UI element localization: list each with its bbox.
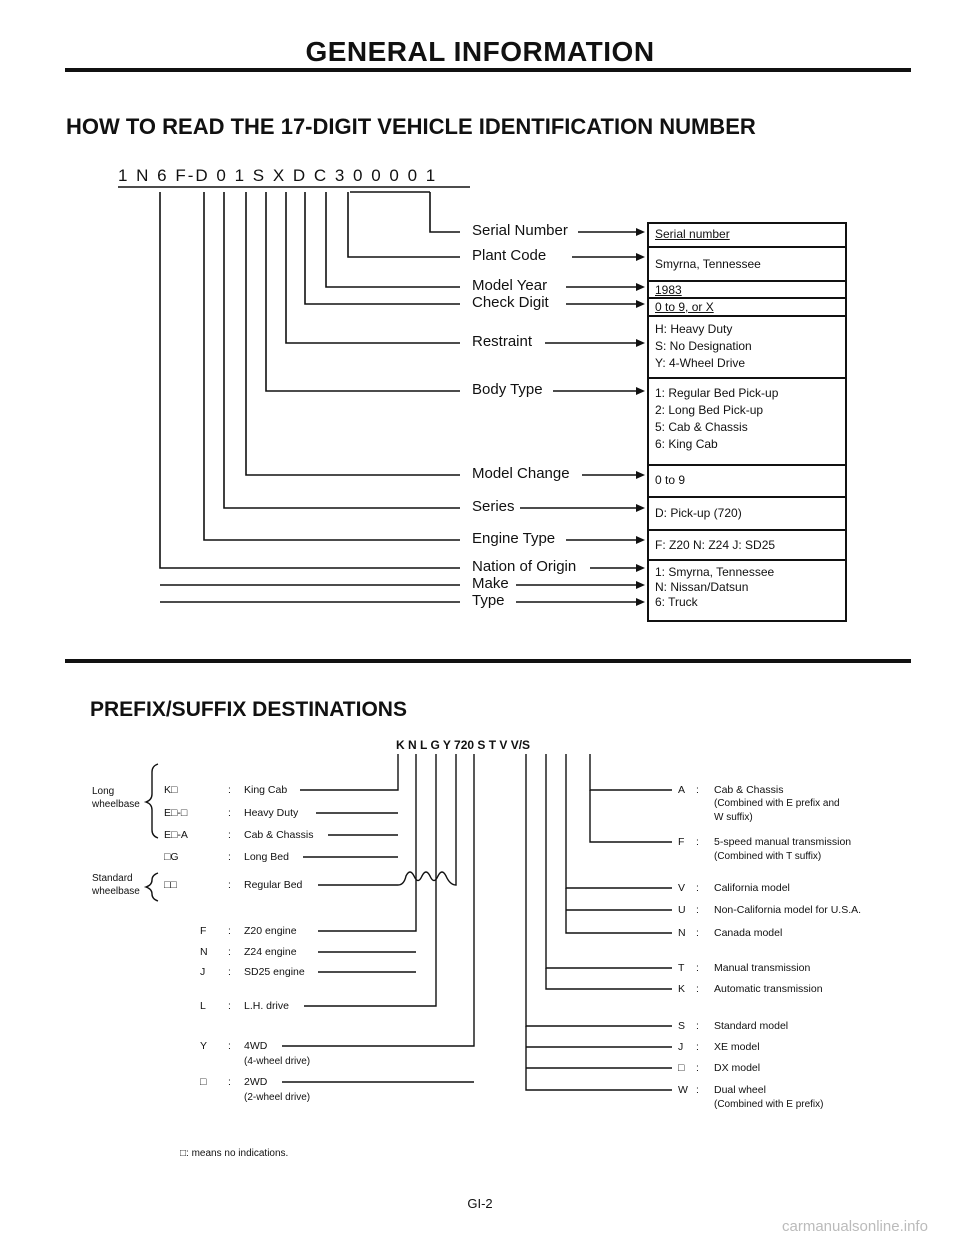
colon: : xyxy=(696,904,699,916)
value-line: Serial number xyxy=(655,227,730,241)
suffix-text-5-speed: 5-speed manual transmission xyxy=(714,836,852,848)
suffix-code-non-california: U xyxy=(678,904,686,916)
colon: : xyxy=(696,927,699,939)
prefix-text-z24: Z24 engine xyxy=(244,946,297,958)
colon: : xyxy=(228,851,231,863)
vin-section-title: HOW TO READ THE 17-DIGIT VEHICLE IDENTIFICATION NUMBER xyxy=(66,114,756,139)
suffix-code-xe: J xyxy=(678,1041,684,1053)
colon: : xyxy=(228,1000,231,1012)
suffix-sub2-cab-chassis: W suffix) xyxy=(714,812,753,823)
prefix-sub-4wd: (4-wheel drive) xyxy=(244,1056,311,1067)
suffix-text-manual: Manual transmission xyxy=(714,962,811,974)
value-line: F: Z20 N: Z24 J: SD25 xyxy=(655,538,776,552)
value-line: 2: Long Bed Pick-up xyxy=(655,403,764,417)
colon: : xyxy=(696,836,699,848)
prefix-code-z20: F xyxy=(200,925,207,937)
prefix-code-long-bed: □G xyxy=(164,851,179,863)
vin-label-make: Make xyxy=(472,575,509,592)
suffix-code-automatic: K xyxy=(678,983,686,995)
colon: : xyxy=(696,1041,699,1053)
suffix-text-cab-chassis: Cab & Chassis xyxy=(714,784,784,796)
suffix-text-dx: DX model xyxy=(714,1062,761,1074)
prefix-code: K N L G Y 720 S T V V/S xyxy=(396,738,531,752)
prefix-section-title: PREFIX/SUFFIX DESTINATIONS xyxy=(90,698,407,721)
suffix-code-standard: S xyxy=(678,1020,686,1032)
value-line: 1: Smyrna, Tennessee xyxy=(655,565,775,579)
value-line: Smyrna, Tennessee xyxy=(655,257,761,271)
colon: : xyxy=(228,1076,231,1088)
suffix-code-5-speed: F xyxy=(678,836,685,848)
suffix-text-dual-wheel: Dual wheel xyxy=(714,1084,766,1096)
footnote: □: means no indications. xyxy=(180,1148,289,1159)
suffix-sub-5-speed: (Combined with T suffix) xyxy=(714,851,822,862)
colon: : xyxy=(228,1040,231,1052)
value-line: D: Pick-up (720) xyxy=(655,506,742,520)
value-line: 5: Cab & Chassis xyxy=(655,420,748,434)
value-line: N: Nissan/Datsun xyxy=(655,580,749,594)
value-line: 6: King Cab xyxy=(655,437,718,451)
watermark: carmanualsonline.info xyxy=(782,1218,928,1235)
vin-label-plant-code: Plant Code xyxy=(472,247,547,264)
prefix-code-king-cab: K□ xyxy=(164,784,178,796)
suffix-code-cab-chassis: A xyxy=(678,784,686,796)
suffix-sub-cab-chassis: (Combined with E prefix and xyxy=(714,798,840,809)
prefix-code-2wd: □ xyxy=(200,1076,207,1088)
prefix-text-z20: Z20 engine xyxy=(244,925,297,937)
label-line: wheelbase xyxy=(92,886,140,897)
value-line: 0 to 9, or X xyxy=(655,300,714,314)
prefix-code-sd25: J xyxy=(200,966,206,978)
prefix-code-4wd: Y xyxy=(200,1040,208,1052)
suffix-text-xe: XE model xyxy=(714,1041,760,1053)
suffix-text-non-california: Non-California model for U.S.A. xyxy=(714,904,862,916)
label-line: Standard xyxy=(92,873,133,884)
suffix-text-standard: Standard model xyxy=(714,1020,789,1032)
prefix-text-2wd: 2WD xyxy=(244,1076,268,1088)
colon: : xyxy=(228,807,231,819)
value-line: H: Heavy Duty xyxy=(655,322,733,336)
colon: : xyxy=(696,1020,699,1032)
vin-label-model-change: Model Change xyxy=(472,465,570,482)
prefix-text-4wd: 4WD xyxy=(244,1040,268,1052)
vin-label-body-type: Body Type xyxy=(472,381,543,398)
vin-label-restraint: Restraint xyxy=(472,333,533,350)
vin-label-serial-number: Serial Number xyxy=(472,222,568,239)
value-line: Y: 4-Wheel Drive xyxy=(655,356,746,370)
colon: : xyxy=(228,946,231,958)
prefix-text-sd25: SD25 engine xyxy=(244,966,305,978)
prefix-sub-2wd: (2-wheel drive) xyxy=(244,1092,311,1103)
prefix-text-heavy-duty: Heavy Duty xyxy=(244,807,299,819)
value-line: 1: Regular Bed Pick-up xyxy=(655,386,779,400)
vin-label-nation-of-origin: Nation of Origin xyxy=(472,558,577,575)
colon: : xyxy=(696,983,699,995)
vin-number: 1 N 6 F-D 0 1 S X D C 3 0 0 0 0 1 xyxy=(118,166,438,185)
prefix-code-regular-bed: □□ xyxy=(164,879,177,891)
prefix-text-cab-chassis: Cab & Chassis xyxy=(244,829,314,841)
colon: : xyxy=(228,925,231,937)
suffix-text-canada: Canada model xyxy=(714,927,783,939)
colon: : xyxy=(696,882,699,894)
prefix-code-cab-chassis: E□-A xyxy=(164,829,188,841)
suffix-sub-dual-wheel: (Combined with E prefix) xyxy=(714,1099,824,1110)
vin-label-series: Series xyxy=(472,498,515,515)
suffix-code-dual-wheel: W xyxy=(678,1084,688,1096)
suffix-code-manual: T xyxy=(678,962,685,974)
suffix-text-california: California model xyxy=(714,882,790,894)
prefix-code-lh-drive: L xyxy=(200,1000,206,1012)
value-line: S: No Designation xyxy=(655,339,752,353)
suffix-text-automatic: Automatic transmission xyxy=(714,983,823,995)
prefix-code-z24: N xyxy=(200,946,208,958)
vin-label-model-year: Model Year xyxy=(472,277,548,294)
label-line: Long xyxy=(92,786,115,797)
colon: : xyxy=(696,784,699,796)
colon: : xyxy=(696,1084,699,1096)
label-line: wheelbase xyxy=(92,799,140,810)
colon: : xyxy=(228,966,231,978)
prefix-text-long-bed: Long Bed xyxy=(244,851,289,863)
page-number: GI-2 xyxy=(467,1196,493,1211)
prefix-text-king-cab: King Cab xyxy=(244,784,288,796)
colon: : xyxy=(696,962,699,974)
prefix-code-heavy-duty: E□-□ xyxy=(164,807,188,819)
long-wheelbase-label xyxy=(92,785,140,811)
vin-label-engine-type: Engine Type xyxy=(472,530,556,547)
value-line: 1983 xyxy=(655,283,682,297)
value-line: 6: Truck xyxy=(655,595,698,609)
colon: : xyxy=(696,1062,699,1074)
colon: : xyxy=(228,784,231,796)
vin-label-type: Type xyxy=(472,592,505,609)
prefix-text-lh-drive: L.H. drive xyxy=(244,1000,289,1012)
suffix-code-canada: N xyxy=(678,927,686,939)
page-title: GENERAL INFORMATION xyxy=(305,36,655,67)
value-line: 0 to 9 xyxy=(655,473,686,487)
vin-label-check-digit: Check Digit xyxy=(472,294,549,311)
suffix-code-dx: □ xyxy=(678,1062,685,1074)
standard-wheelbase-label xyxy=(92,872,140,898)
prefix-text-regular-bed: Regular Bed xyxy=(244,879,303,891)
colon: : xyxy=(228,879,231,891)
colon: : xyxy=(228,829,231,841)
suffix-code-california: V xyxy=(678,882,686,894)
